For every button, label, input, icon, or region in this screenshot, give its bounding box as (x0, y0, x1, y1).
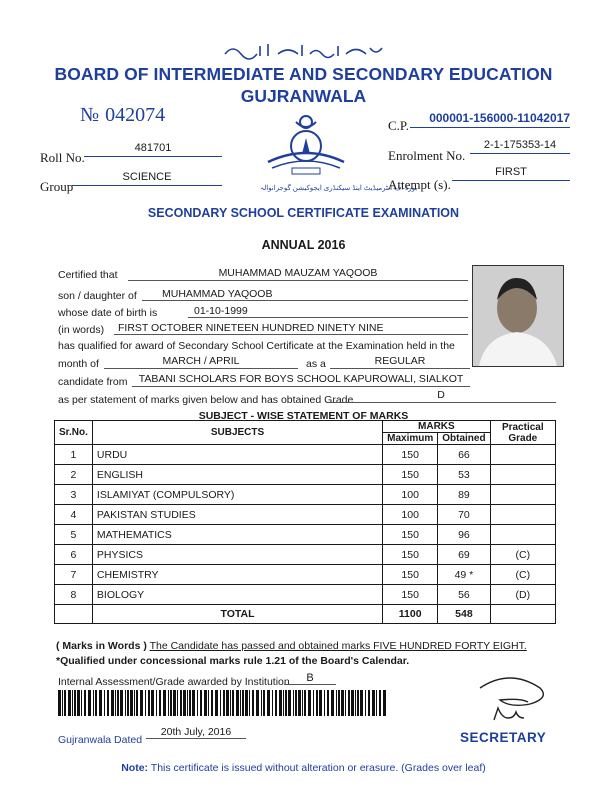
barcode-bar (177, 690, 178, 716)
row-practical (490, 445, 555, 465)
row-practical: (C) (490, 545, 555, 565)
barcode-bar (88, 690, 91, 716)
total-practical-cell (490, 605, 555, 624)
marks-in-words (56, 640, 527, 652)
barcode-bar (99, 690, 102, 716)
exam-month: MARCH / APRIL (104, 355, 298, 369)
barcode-bar (341, 690, 344, 716)
marks-words-label: ( Marks in Words ) (56, 640, 147, 652)
total-sr-cell (55, 605, 93, 624)
barcode-bar (252, 690, 254, 716)
barcode-bar (68, 690, 71, 716)
table-row (55, 485, 556, 505)
row-obtained: 70 (438, 505, 490, 525)
barcode-bar (355, 690, 356, 716)
barcode-bar (211, 690, 213, 716)
barcode-bar (200, 690, 202, 716)
row-practical: (D) (490, 585, 555, 605)
barcode-bar (275, 690, 277, 716)
barcode-bar (62, 690, 63, 716)
barcode-bar (360, 690, 363, 716)
row-sr: 7 (55, 565, 93, 585)
barcode-bar (204, 690, 207, 716)
issue-date: 20th July, 2016 (146, 726, 246, 739)
barcode-bar (134, 690, 135, 716)
barcode-bar (308, 690, 311, 716)
row-max: 150 (383, 465, 438, 485)
row-max: 150 (383, 545, 438, 565)
barcode-bar (226, 690, 229, 716)
barcode-bar (283, 690, 284, 716)
candidate-from-label: candidate from (58, 376, 128, 388)
barcode-bar (376, 690, 377, 716)
barcode-bar (345, 690, 346, 716)
barcode-bar (327, 690, 329, 716)
exam-title: SECONDARY SCHOOL CERTIFICATE EXAMINATION (147, 206, 460, 220)
institution-name: TABANI SCHOLARS FOR BOYS SCHOOL KAPUROWALI, SIALKOT (132, 373, 470, 387)
barcode-bar (336, 690, 337, 716)
row-subject: MATHEMATICS (92, 525, 382, 545)
barcode-bar (372, 690, 375, 716)
table-row (55, 465, 556, 485)
barcode-bar (168, 690, 169, 716)
barcode-bar (173, 690, 176, 716)
barcode-bar (163, 690, 166, 716)
row-max: 150 (383, 445, 438, 465)
barcode-bar (115, 690, 116, 716)
row-obtained: 56 (438, 585, 490, 605)
serial-value: 042074 (105, 104, 166, 126)
row-subject: BIOLOGY (92, 585, 382, 605)
dated-label: Gujranwala Dated (58, 734, 143, 746)
total-label: TOTAL (92, 605, 382, 624)
row-sr: 5 (55, 525, 93, 545)
barcode-bar (187, 690, 188, 716)
barcode-bar (183, 690, 186, 716)
barcode-bar (223, 690, 225, 716)
row-practical (490, 525, 555, 545)
secretary-signature-icon (470, 668, 560, 728)
barcode-bar (189, 690, 191, 716)
barcode-bar (379, 690, 381, 716)
barcode-bar (383, 690, 386, 716)
barcode-bar (288, 690, 291, 716)
row-obtained: 49 * (438, 565, 490, 585)
barcode-bar (140, 690, 143, 716)
roll-value: 481701 (84, 142, 222, 157)
row-practical (490, 505, 555, 525)
barcode-bar (295, 690, 297, 716)
row-sr: 3 (55, 485, 93, 505)
grade-label: as per statement of marks given below and has obtained Grade (58, 394, 354, 406)
total-obtained: 548 (438, 605, 490, 624)
barcode-bar (136, 690, 138, 716)
dob-value: 01-10-1999 (188, 305, 468, 318)
barcode-bar (316, 690, 318, 716)
row-sr: 8 (55, 585, 93, 605)
barcode-bar (95, 690, 97, 716)
barcode-bar (324, 690, 325, 716)
candidate-name: MUHAMMAD MAUZAM YAQOOB (128, 267, 468, 281)
barcode-bar (84, 690, 86, 716)
barcode-bar (230, 690, 231, 716)
table-row (55, 445, 556, 465)
row-max: 150 (383, 525, 438, 545)
row-subject: CHEMISTRY (92, 565, 382, 585)
barcode-bar (249, 690, 250, 716)
row-subject: PHYSICS (92, 545, 382, 565)
barcode-bar (272, 690, 273, 716)
overall-grade: D (326, 389, 556, 403)
row-subject: ISLAMIYAT (COMPULSORY) (92, 485, 382, 505)
table-row (55, 505, 556, 525)
barcode-bar (64, 690, 66, 716)
row-practical (490, 485, 555, 505)
barcode-bar (263, 690, 265, 716)
barcode-bar (156, 690, 157, 716)
row-obtained: 66 (438, 445, 490, 465)
cp-label: C.P. (388, 118, 409, 133)
barcode-bar (261, 690, 262, 716)
row-sr: 6 (55, 545, 93, 565)
barcode-bar (145, 690, 146, 716)
barcode-bar (81, 690, 82, 716)
attempt-label: Attempt (s). (388, 177, 451, 192)
enrolment-label: Enrolment No. (388, 148, 466, 163)
table-header-row (55, 421, 556, 433)
barcode-bar (170, 690, 172, 716)
header-sr: Sr.No. (55, 421, 93, 445)
barcode-bar (285, 690, 287, 716)
barcode-bar (267, 690, 270, 716)
concession-note: *Qualified under concessional marks rule 1.21 of the Board's Calendar. (56, 655, 410, 667)
row-max: 100 (383, 505, 438, 525)
row-obtained: 69 (438, 545, 490, 565)
row-max: 100 (383, 485, 438, 505)
barcode-bar (351, 690, 354, 716)
barcode-bar (365, 690, 366, 716)
barcode-bar (58, 690, 61, 716)
barcode-bar (72, 690, 73, 716)
row-practical: (C) (490, 565, 555, 585)
row-subject: PAKISTAN STUDIES (92, 505, 382, 525)
row-subject: ENGLISH (92, 465, 382, 485)
barcode-bar (319, 690, 322, 716)
table-row (55, 525, 556, 545)
barcode-bar (148, 690, 150, 716)
barcode-bar (77, 690, 80, 716)
barcode-bar (242, 690, 244, 716)
marks-words-text: The Candidate has passed and obtained marks FIVE HUNDRED FORTY EIGHT. (149, 640, 527, 652)
barcode-bar (279, 690, 282, 716)
barcode-bar (127, 690, 129, 716)
row-sr: 4 (55, 505, 93, 525)
row-obtained: 89 (438, 485, 490, 505)
roll-label: Roll No. (40, 150, 85, 165)
as-a-label: as a (306, 358, 326, 370)
barcode-bar (220, 690, 221, 716)
dob-words-label: (in words) (58, 324, 105, 336)
row-obtained: 96 (438, 525, 490, 545)
marks-caption: SUBJECT - WISE STATEMENT OF MARKS (198, 410, 409, 422)
barcode-bar (302, 690, 303, 716)
certified-label: Certified that (58, 269, 118, 281)
total-row (55, 605, 556, 624)
parent-name: MUHAMMAD YAQOOB (142, 288, 468, 301)
table-row (55, 565, 556, 585)
barcode-bar (236, 690, 239, 716)
header-maximum: Maximum (383, 433, 438, 445)
candidate-photo (472, 265, 564, 367)
row-max: 150 (383, 585, 438, 605)
bismillah-calligraphy (220, 40, 390, 62)
secretary-title: SECRETARY (460, 730, 547, 745)
barcode-bar (93, 690, 94, 716)
header-practical: Practical Grade (490, 421, 555, 445)
cp-value: 000001-156000-11042017 (410, 111, 570, 128)
barcode-bar (180, 690, 182, 716)
barcode-bar (111, 690, 114, 716)
barcode-bar (215, 690, 218, 716)
row-obtained: 53 (438, 465, 490, 485)
table-row (55, 585, 556, 605)
barcode-bar (304, 690, 306, 716)
marks-table (54, 420, 556, 624)
total-max: 1100 (383, 605, 438, 624)
group-value: SCIENCE (72, 171, 222, 186)
header-subjects: SUBJECTS (92, 421, 382, 445)
barcode-bar (256, 690, 259, 716)
board-city: GUJRANWALA (240, 86, 367, 106)
serial-number (80, 104, 165, 127)
footer-note (0, 762, 607, 774)
note-prefix: Note: (121, 762, 149, 774)
barcode-bar (192, 690, 195, 716)
barcode-bar (208, 690, 209, 716)
header-marks: MARKS (383, 421, 490, 433)
parent-label: son / daughter of (58, 290, 137, 302)
dob-words: FIRST OCTOBER NINETEEN HUNDRED NINETY NINE (114, 322, 468, 335)
row-practical (490, 465, 555, 485)
logo-urdu-caption: بورڈ آف انٹرمیڈیٹ اینڈ سیکنڈری ایجوکیشن گوجرانوالہ (260, 185, 418, 192)
exam-session: ANNUAL 2016 (261, 238, 346, 252)
barcode-bar (159, 690, 161, 716)
header-obtained: Obtained (438, 433, 490, 445)
barcode-bar (197, 690, 198, 716)
serial-prefix: № (80, 104, 100, 126)
note-text: This certificate is issued without alteration or erasure. (Grades over leaf) (148, 762, 486, 774)
marks-body (55, 445, 556, 605)
qualified-text: has qualified for award of Secondary School Certificate at the Examination held in the (58, 340, 455, 352)
barcode-bar (107, 690, 109, 716)
group-label: Group (40, 179, 74, 194)
internal-assessment-grade: B (284, 672, 336, 685)
board-logo-icon (262, 112, 350, 182)
row-subject: URDU (92, 445, 382, 465)
candidate-photo-silhouette (473, 266, 563, 366)
barcode-bar (245, 690, 248, 716)
barcode-bar (120, 690, 123, 716)
enrolment-value: 2-1-175353-14 (470, 139, 570, 154)
barcode-bar (293, 690, 294, 716)
barcode-bar (313, 690, 314, 716)
table-row (55, 545, 556, 565)
dob-label: whose date of birth is (58, 307, 158, 319)
barcode-bar (348, 690, 350, 716)
row-sr: 2 (55, 465, 93, 485)
barcode-bar (338, 690, 340, 716)
barcode-bar (368, 690, 370, 716)
candidate-type: REGULAR (330, 355, 470, 369)
barcode-bar (240, 690, 241, 716)
barcode-bar (331, 690, 334, 716)
internal-assessment-label: Internal Assessment/Grade awarded by Institution (58, 676, 290, 688)
barcode-bar (357, 690, 359, 716)
barcode-icon (58, 690, 388, 716)
barcode-bar (232, 690, 234, 716)
board-title: BOARD OF INTERMEDIATE AND SECONDARY EDUCATION (54, 64, 553, 84)
barcode-bar (125, 690, 126, 716)
barcode-bar (104, 690, 105, 716)
attempt-value: FIRST (452, 166, 570, 181)
barcode-bar (151, 690, 154, 716)
barcode-bar (117, 690, 119, 716)
month-label: month of (58, 358, 99, 370)
barcode-bar (298, 690, 301, 716)
barcode-bar (130, 690, 133, 716)
barcode-bar (74, 690, 76, 716)
row-max: 150 (383, 565, 438, 585)
row-sr: 1 (55, 445, 93, 465)
